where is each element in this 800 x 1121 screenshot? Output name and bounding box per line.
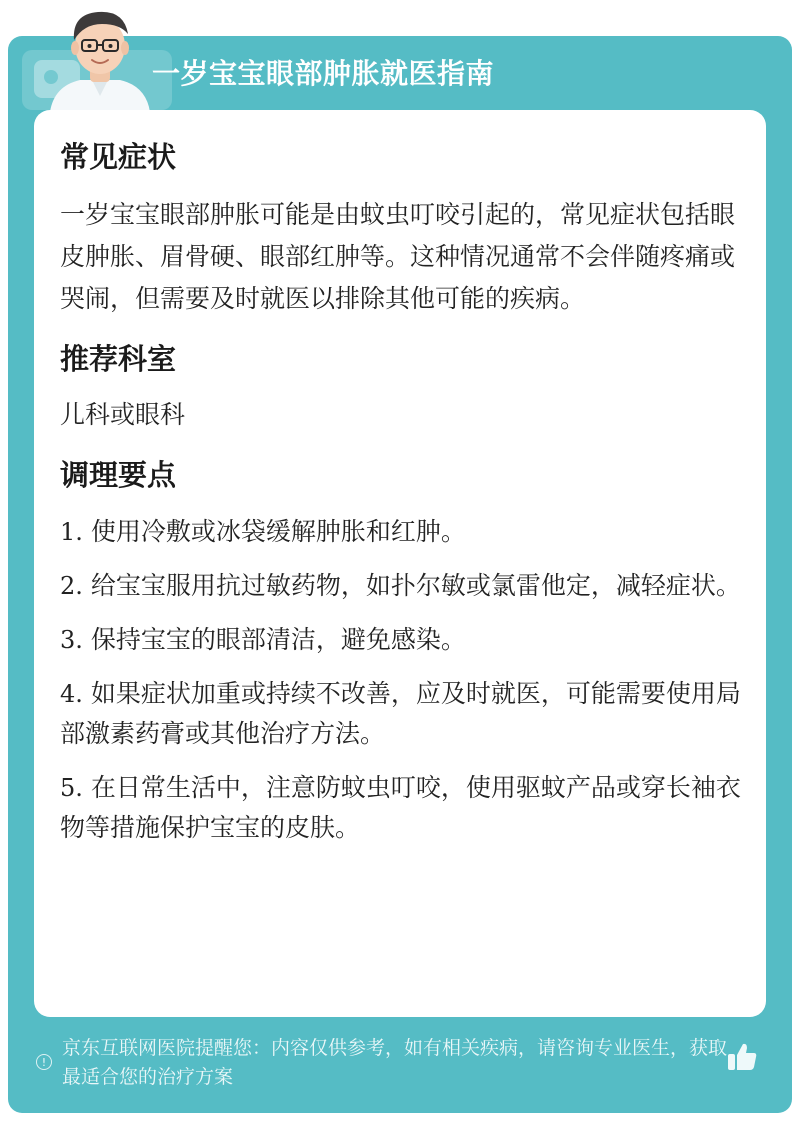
- footer-disclaimer: 京东互联网医院提醒您：内容仅供参考，如有相关疾病，请咨询专业医生，获取最适合您的治疗方案: [62, 1037, 728, 1088]
- list-item-text: 给宝宝服用抗过敏药物，如扑尔敏或氯雷他定，减轻症状。: [90, 571, 741, 600]
- section-heading-symptoms: 常见症状: [60, 140, 177, 174]
- section-body-department: 儿科或眼科: [60, 400, 186, 429]
- list-item-number: 5.: [60, 774, 83, 802]
- list-item: [60, 512, 750, 552]
- section-heading-care: 调理要点: [60, 458, 177, 492]
- list-item: [60, 566, 750, 606]
- list-item-text: 如果症状加重或持续不改善，应及时就医，可能需要使用局部激素药膏或其他治疗方法。: [60, 679, 741, 748]
- page-title: 一岁宝宝眼部肿胀就医指南: [152, 57, 495, 90]
- list-item-text: 在日常生活中，注意防蚊虫叮咬，使用驱蚊产品或穿长袖衣物等措施保护宝宝的皮肤。: [60, 773, 741, 842]
- list-item: [60, 620, 750, 660]
- list-item-number: 1.: [60, 518, 83, 546]
- list-item-number: 3.: [60, 626, 83, 654]
- doctor-avatar: [40, 0, 160, 112]
- section-body-symptoms: 一岁宝宝眼部肿胀可能是由蚊虫叮咬引起的，常见症状包括眼皮肿胀、眉骨硬、眼部红肿等。这种情况通常不会伴随疼痛或哭闹，但需要及时就医以排除其他可能的疾病。: [60, 200, 736, 313]
- content-card: [34, 110, 766, 1017]
- info-icon: !: [36, 1054, 52, 1070]
- content-body: [60, 134, 750, 862]
- section-heading-department: 推荐科室: [60, 342, 177, 376]
- list-item: [60, 674, 750, 754]
- list-item: [60, 768, 750, 848]
- thumbs-up-icon[interactable]: [725, 1040, 759, 1074]
- list-item-number: 4.: [60, 680, 83, 708]
- list-item-number: 2.: [60, 572, 83, 600]
- list-item-text: 保持宝宝的眼部清洁，避免感染。: [90, 625, 466, 654]
- list-item-text: 使用冷敷或冰袋缓解肿胀和红肿。: [90, 517, 466, 546]
